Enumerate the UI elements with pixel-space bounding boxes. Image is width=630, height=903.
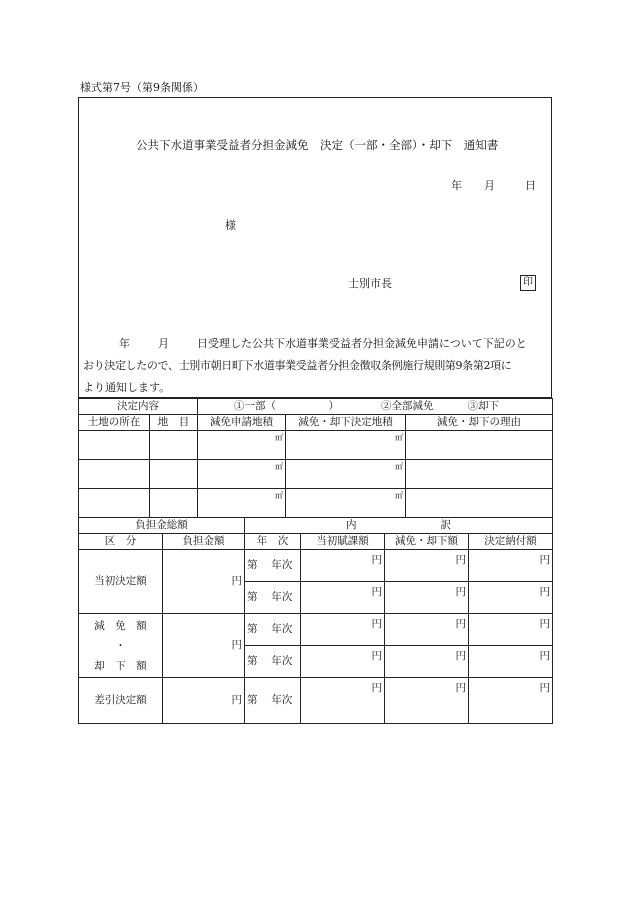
header-category: 区 分 [79, 534, 163, 550]
land-location-cell [79, 489, 150, 518]
final-payment-cell [469, 678, 553, 724]
yen-unit: 円 [371, 554, 382, 566]
header-final-payment: 決定納付額 [469, 534, 553, 550]
reason-cell [406, 489, 553, 518]
initial-burden-cell [163, 550, 245, 614]
amount-subheader-row [79, 534, 553, 550]
decision-label: 決定内容 [79, 399, 198, 415]
header-reduction-amount: 減免・却下額 [385, 534, 469, 550]
land-category-cell [150, 460, 198, 489]
amount-row [79, 550, 553, 582]
final-payment-cell [469, 550, 553, 582]
reduction-rejection-label [79, 614, 163, 678]
addressee-suffix: 様 [225, 219, 236, 232]
decided-area-cell [286, 489, 406, 518]
body-text-1: 日受理した公共下水道事業受益者分担金減免申請について下記のと [197, 337, 527, 350]
sq-meter-unit: ㎡ [395, 491, 403, 500]
year-cell [245, 582, 301, 614]
document-title: 公共下水道事業受益者分担金減免 決定（一部・全部）・却下 通知書 [136, 138, 499, 152]
reason-cell [406, 460, 553, 489]
yen-unit: 円 [455, 554, 466, 566]
header-burden-amount: 負担金額 [163, 534, 245, 550]
sq-meter-unit: ㎡ [395, 462, 403, 471]
decided-area-cell [286, 431, 406, 460]
applied-area-cell [198, 489, 286, 518]
decision-options [198, 399, 553, 415]
decision-option-reject: ③却下 [467, 400, 499, 413]
land-location-cell [79, 460, 150, 489]
seal-stamp: 印 [520, 275, 536, 291]
decision-option-partial: ①一部（ ） [234, 400, 339, 413]
year-cell [245, 614, 301, 646]
yen-unit: 円 [455, 586, 466, 598]
yen-unit: 円 [231, 694, 242, 707]
final-payment-cell [469, 582, 553, 614]
yen-unit: 円 [539, 554, 550, 566]
yen-unit: 円 [539, 650, 550, 662]
date-month: 月 [484, 179, 495, 192]
yen-unit: 円 [455, 650, 466, 662]
land-table [78, 398, 553, 518]
yen-unit: 円 [539, 682, 550, 694]
header-initial-levy: 当初賦課額 [301, 534, 385, 550]
initial-decision-label: 当初決定額 [79, 550, 163, 614]
amount-header-row [79, 518, 553, 534]
yen-unit: 円 [371, 650, 382, 662]
header-reason: 減免・却下の理由 [406, 415, 553, 431]
reduction-cell [385, 678, 469, 724]
body-month: 月 [158, 337, 169, 350]
date-year: 年 [451, 179, 462, 192]
sq-meter-unit: ㎡ [275, 462, 283, 471]
year-cell [245, 550, 301, 582]
initial-levy-cell [301, 678, 385, 724]
land-category-cell [150, 431, 198, 460]
yen-unit: 円 [455, 618, 466, 630]
amount-table [78, 517, 553, 724]
reduction-cell [385, 646, 469, 678]
year-cell [245, 646, 301, 678]
sq-meter-unit: ㎡ [275, 491, 283, 500]
yen-unit: 円 [371, 618, 382, 630]
body-year: 年 [119, 337, 130, 350]
year-label: 第 年次 [247, 591, 293, 604]
sq-meter-unit: ㎡ [395, 433, 403, 442]
land-header-row [79, 415, 553, 431]
header-year: 年 次 [245, 534, 301, 550]
header-location: 土地の所在 [79, 415, 150, 431]
total-burden-header: 負担金総額 [79, 518, 245, 534]
land-row [79, 460, 553, 489]
land-category-cell [150, 489, 198, 518]
yen-unit: 円 [539, 618, 550, 630]
initial-levy-cell [301, 550, 385, 582]
applied-area-cell [198, 460, 286, 489]
yen-unit: 円 [455, 682, 466, 694]
initial-levy-cell [301, 582, 385, 614]
form-number: 様式第7号（第9条関係） [80, 81, 204, 94]
difference-decision-label: 差引決定額 [79, 678, 163, 724]
decision-option-full: ②全部減免 [381, 400, 434, 413]
sq-meter-unit: ㎡ [275, 433, 283, 442]
final-payment-cell [469, 614, 553, 646]
reduction-cell [385, 582, 469, 614]
year-label: 第 年次 [247, 623, 293, 636]
land-row [79, 489, 553, 518]
yen-unit: 円 [371, 586, 382, 598]
year-label: 第 年次 [247, 655, 293, 668]
reduction-cell [385, 550, 469, 582]
amount-row [79, 678, 553, 724]
yen-unit: 円 [231, 575, 242, 588]
breakdown-header: 内 訳 [245, 518, 553, 534]
header-decided-area: 減免・却下決定地積 [286, 415, 406, 431]
reduction-label-line3: 却 下 額 [94, 659, 147, 672]
reduction-cell [385, 614, 469, 646]
initial-levy-cell [301, 646, 385, 678]
applied-area-cell [198, 431, 286, 460]
header-land-category: 地 目 [150, 415, 198, 431]
final-payment-cell [469, 646, 553, 678]
decision-row [79, 399, 553, 415]
yen-unit: 円 [371, 682, 382, 694]
initial-levy-cell [301, 614, 385, 646]
yen-unit: 円 [539, 586, 550, 598]
reduction-burden-cell [163, 614, 245, 678]
header-applied-area: 減免申請地積 [198, 415, 286, 431]
notice-body [83, 333, 549, 399]
body-text-3: より通知します。 [83, 381, 171, 394]
reduction-label-line2: ・ [115, 639, 126, 652]
issuer-name: 士別市長 [348, 277, 392, 290]
land-row [79, 431, 553, 460]
year-cell [245, 678, 301, 724]
land-location-cell [79, 431, 150, 460]
amount-row [79, 614, 553, 646]
difference-burden-cell [163, 678, 245, 724]
decided-area-cell [286, 460, 406, 489]
yen-unit: 円 [231, 639, 242, 652]
body-text-2: おり決定したので、士別市朝日町下水道事業受益者分担金徴収条例施行規則第9条第2項に [83, 359, 512, 372]
year-label: 第 年次 [247, 694, 293, 707]
year-label: 第 年次 [247, 559, 293, 572]
reason-cell [406, 431, 553, 460]
date-day: 日 [525, 179, 536, 192]
reduction-label-line1: 減 免 額 [94, 619, 147, 632]
